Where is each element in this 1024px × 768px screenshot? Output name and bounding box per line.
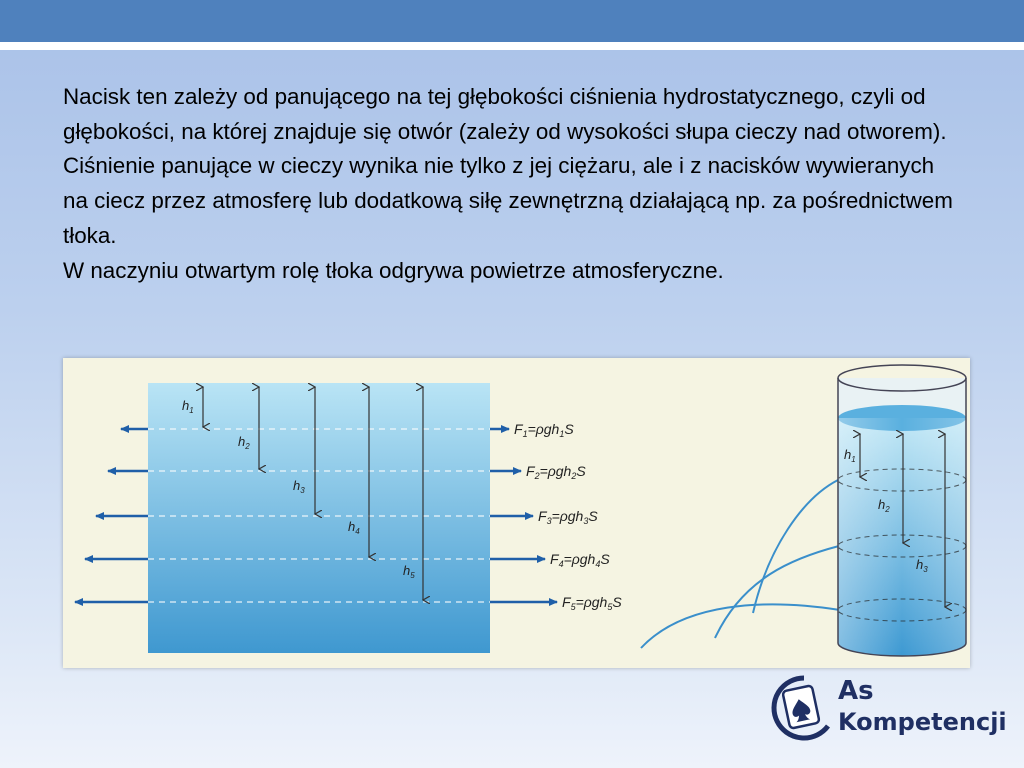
tank-label-h5: $h_5$ (403, 563, 415, 580)
left-force-arrows (75, 429, 148, 602)
as-kompetencji-logo (768, 668, 1008, 748)
figure-canvas (63, 358, 970, 668)
force-formula-5: $F_5=\rho gh_5S$ (562, 594, 622, 612)
force-formula-4: $F_4=\rho gh_4S$ (550, 551, 610, 569)
tank-label-h1: $h_1$ (182, 398, 194, 415)
tank-label-h3: $h_3$ (293, 478, 305, 495)
spade-icon (770, 672, 834, 744)
open-cylinder (838, 365, 966, 656)
header-bar (0, 0, 1024, 42)
water-jets (641, 480, 840, 648)
tank-label-h4: $h_4$ (348, 519, 360, 536)
logo-text-as: As (838, 676, 874, 706)
force-formula-1: $F_1=\rho gh_1S$ (514, 421, 574, 439)
cylinder-label-h1: $h_1$ (844, 447, 856, 464)
water-tank (148, 383, 490, 653)
paragraph-3: W naczyniu otwartym rolę tłoka odgrywa powietrze atmosferyczne. (63, 257, 724, 283)
header-divider (0, 42, 1024, 50)
force-formula-2: $F_2=\rho gh_2S$ (526, 463, 586, 481)
slide-body-text (63, 80, 963, 288)
cylinder-label-h3: $h_3$ (916, 557, 928, 574)
cylinder-label-h2: $h_2$ (878, 497, 890, 514)
paragraph-1: Nacisk ten zależy od panującego na tej głębokości ciśnienia hydrostatycznego, czyli od głębokości, na której znajduje się otwór (zależy od wysokości słupa cieczy nad otworem). (63, 84, 947, 144)
force-formula-3: $F_3=\rho gh_3S$ (538, 508, 598, 526)
hydrostatic-pressure-figure (63, 358, 970, 668)
paragraph-2: Ciśnienie panujące w cieczy wynika nie tylko z jej ciężaru, ale i z nacisków wywieranych na ciecz przez atmosferę lub dodatkową siłę zewnętrzną działającą np. za pośrednictwem tłoka. (63, 153, 953, 248)
logo-text-kompetencji: Kompetencji (838, 708, 1007, 736)
tank-label-h2: $h_2$ (238, 434, 250, 451)
